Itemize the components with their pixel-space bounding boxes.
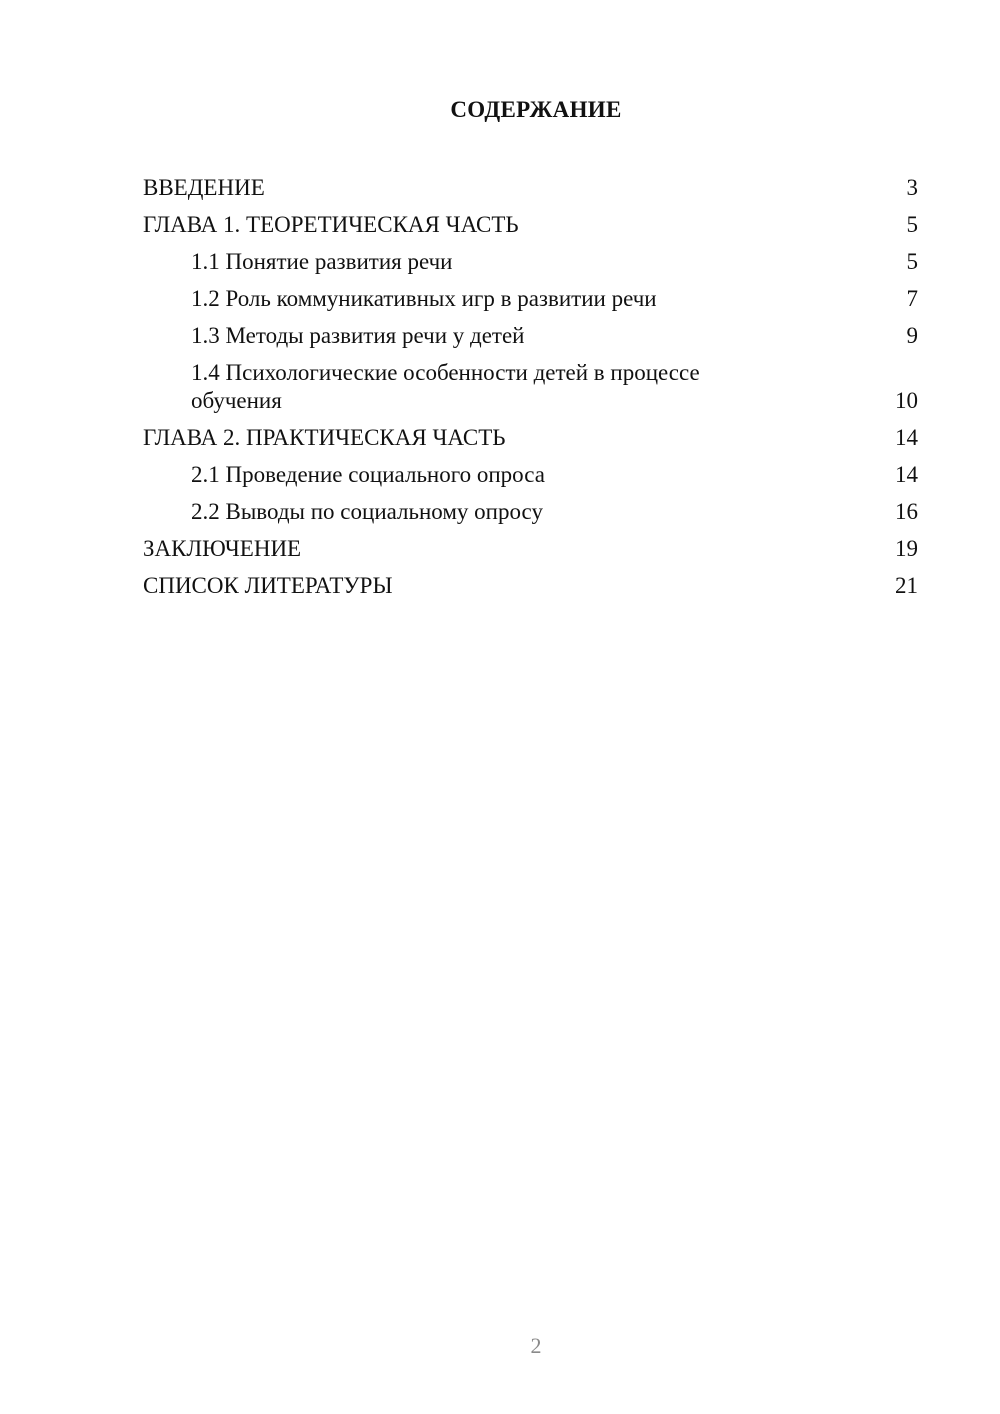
toc-entry-label: 1.3 Методы развития речи у детей [191, 323, 525, 348]
toc-entry-label: 1.1 Понятие развития речи [191, 249, 453, 274]
toc-entry-page: 3 [906, 175, 918, 200]
toc-entry-chapter-1[interactable] [143, 207, 918, 244]
toc-entry-label: 1.2 Роль коммуникативных игр в развитии речи [191, 286, 657, 311]
toc-entry-page: 9 [906, 323, 918, 348]
toc-entry-conclusion[interactable] [143, 531, 918, 568]
table-of-contents [143, 170, 918, 605]
toc-entry-page: 19 [895, 536, 918, 561]
toc-entry-page: 14 [895, 425, 918, 450]
toc-entry-section-1-1[interactable] [143, 244, 918, 281]
toc-entry-label: ГЛАВА 2. ПРАКТИЧЕСКАЯ ЧАСТЬ [143, 425, 506, 450]
toc-entry-page: 21 [895, 573, 918, 598]
toc-entry-bibliography[interactable] [143, 568, 918, 605]
toc-entry-section-1-2[interactable] [143, 281, 918, 318]
toc-entry-label: ВВЕДЕНИЕ [143, 175, 265, 200]
toc-entry-introduction[interactable] [143, 170, 918, 207]
page-title: СОДЕРЖАНИЕ [450, 97, 622, 122]
toc-entry-page: 16 [895, 499, 918, 524]
toc-entry-page: 7 [906, 286, 918, 311]
toc-entry-page: 14 [895, 462, 918, 487]
toc-entry-page: 5 [906, 212, 918, 237]
toc-entry-label: СПИСОК ЛИТЕРАТУРЫ [143, 573, 393, 598]
toc-entry-chapter-2[interactable] [143, 420, 918, 457]
toc-entry-label: 2.2 Выводы по социальному опросу [191, 499, 543, 524]
toc-entry-label: 2.1 Проведение социального опроса [191, 462, 545, 487]
toc-entry-label: ГЛАВА 1. ТЕОРЕТИЧЕСКАЯ ЧАСТЬ [143, 212, 519, 237]
toc-entry-page: 10 [895, 388, 918, 413]
toc-entry-section-2-2[interactable] [143, 494, 918, 531]
toc-entry-section-2-1[interactable] [143, 457, 918, 494]
toc-entry-page: 5 [906, 249, 918, 274]
toc-entry-label: 1.4 Психологические особенности детей в процессе обучения [191, 360, 700, 413]
toc-entry-section-1-3[interactable] [143, 318, 918, 355]
toc-entry-label: ЗАКЛЮЧЕНИЕ [143, 536, 302, 561]
page-number: 2 [530, 1333, 542, 1358]
toc-entry-section-1-4[interactable] [143, 355, 918, 420]
